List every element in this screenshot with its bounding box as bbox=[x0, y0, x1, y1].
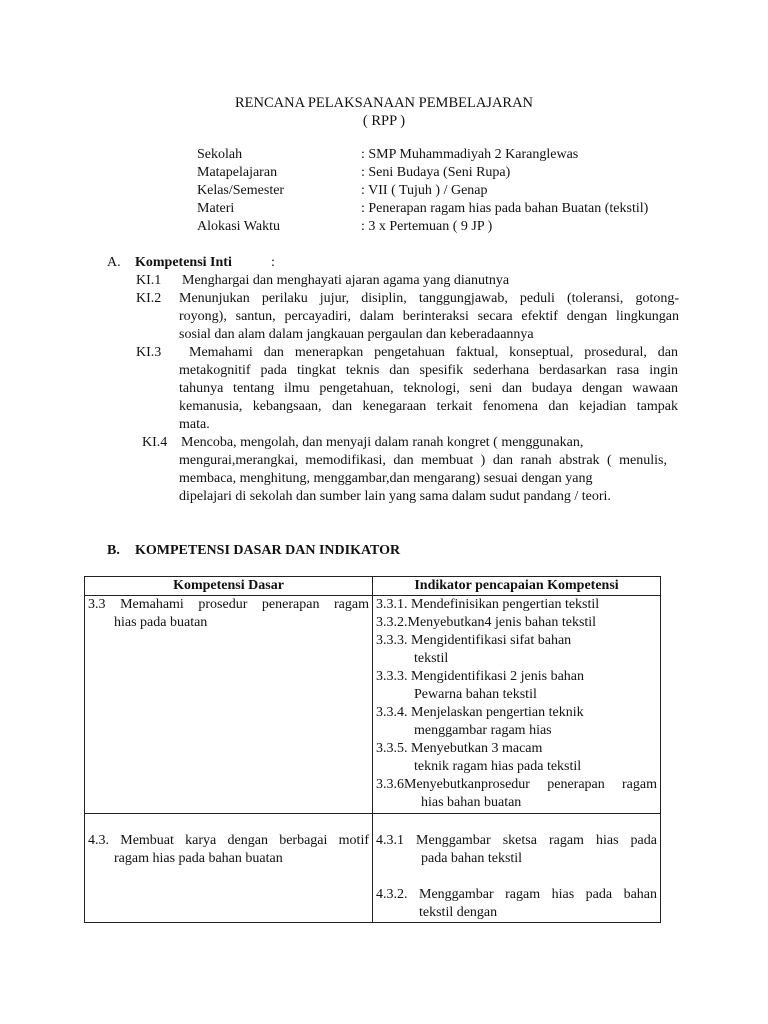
indicator-line: teknik ragam hias pada tekstil bbox=[414, 759, 582, 774]
identity-label-alokasi: Alokasi Waktu bbox=[197, 219, 280, 234]
table-header-indicator: Indikator pencapaian Kompetensi bbox=[373, 577, 661, 596]
indicator-line: hias bahan buatan bbox=[421, 795, 522, 810]
section-a-title: Kompetensi Inti bbox=[135, 255, 232, 270]
ki2-line: Menunjukan perilaku jujur, disiplin, tanggungjawab, peduli (toleransi, gotong- bbox=[179, 291, 679, 306]
ki2-line: royong), santun, percayadiri, dalam berinteraksi secara efektif dengan lingkungan bbox=[179, 309, 679, 324]
ki4-code: KI.4 bbox=[142, 435, 168, 450]
ki3-line: metakognitif pada tingkat teknis dan spesifik sederhana berdasarkan rasa ingin bbox=[179, 363, 678, 378]
ki1-text: Menghargai dan menghayati ajaran agama yang dianutnya bbox=[182, 273, 510, 288]
document-title: RENCANA PELAKSANAAN PEMBELAJARAN bbox=[234, 95, 534, 111]
ki2-line: sosial dan alam dalam jangkauan pergaulan dan keberadaannya bbox=[179, 327, 534, 342]
identity-value-materi: : Penerapan ragam hias pada bahan Buatan (tekstil) bbox=[361, 201, 649, 216]
ki4-line: Mencoba, mengolah, dan menyaji dalam ranah kongret ( menggunakan, bbox=[181, 435, 584, 450]
identity-label-sekolah: Sekolah bbox=[197, 147, 243, 162]
identity-value-sekolah: : SMP Muhammadiyah 2 Karanglewas bbox=[361, 147, 579, 162]
indicator-cell bbox=[373, 596, 661, 814]
indicator-cell bbox=[373, 814, 661, 923]
identity-label-materi: Materi bbox=[197, 201, 235, 216]
kd-text-line: ragam hias pada bahan buatan bbox=[114, 851, 283, 866]
indicator-line: 3.3.1. Mendefinisikan pengertian tekstil bbox=[376, 597, 600, 612]
indicator-line: pada bahan tekstil bbox=[421, 851, 523, 866]
indicator-line: 3.3.5. Menyebutkan 3 macam bbox=[376, 741, 543, 756]
table-row bbox=[85, 596, 661, 814]
kd-text-line: hias pada buatan bbox=[114, 615, 208, 630]
ki3-line: kemanusia, kebangsaan, dan kenegaraan terkait fenomena dan kejadian tampak bbox=[179, 399, 678, 414]
indicator-line: tekstil dengan bbox=[419, 905, 498, 920]
table-header-row bbox=[85, 577, 661, 596]
table-header-kd: Kompetensi Dasar bbox=[85, 577, 373, 596]
table-row bbox=[85, 814, 661, 923]
ki3-line: mata. bbox=[179, 417, 210, 432]
ki3-line: Memahami dan menerapkan pengetahuan faktual, konseptual, prosedural, dan bbox=[189, 345, 678, 360]
ki3-code: KI.3 bbox=[136, 345, 162, 360]
section-b-letter: B. bbox=[107, 543, 120, 558]
section-a-colon: : bbox=[271, 255, 275, 270]
indicator-line: 3.3.6Menyebutkanprosedur penerapan ragam bbox=[376, 777, 657, 792]
identity-label-matapelajaran: Matapelajaran bbox=[197, 165, 278, 180]
identity-value-kelas: : VII ( Tujuh ) / Genap bbox=[361, 183, 488, 198]
kd-cell bbox=[85, 814, 373, 923]
section-b-title: KOMPETENSI DASAR DAN INDIKATOR bbox=[135, 543, 401, 558]
indicator-line: 4.3.2. Menggambar ragam hias pada bahan bbox=[376, 887, 657, 902]
indicator-line: tekstil bbox=[414, 651, 449, 666]
ki3-line: tahunya tentang ilmu pengetahuan, teknologi, seni dan budaya dengan wawaan bbox=[179, 381, 678, 396]
kd-text-line: 4.3. Membuat karya dengan berbagai motif bbox=[88, 833, 369, 848]
identity-value-matapelajaran: : Seni Budaya (Seni Rupa) bbox=[361, 165, 511, 180]
ki4-line: membaca, menghitung, menggambar,dan mengarang) sesuai dengan yang bbox=[179, 471, 593, 486]
indicator-line: 3.3.4. Menjelaskan pengertian teknik bbox=[376, 705, 584, 720]
indicator-line: 3.3.3. Mengidentifikasi 2 jenis bahan bbox=[376, 669, 585, 684]
competency-table bbox=[84, 576, 661, 923]
indicator-line: menggambar ragam hias bbox=[414, 723, 552, 738]
indicator-line: 3.3.3. Mengidentifikasi sifat bahan bbox=[376, 633, 572, 648]
indicator-line: 4.3.1 Menggambar sketsa ragam hias pada bbox=[376, 833, 657, 848]
ki1-code: KI.1 bbox=[136, 273, 162, 288]
kd-text-line: 3.3 Memahami prosedur penerapan ragam bbox=[88, 597, 369, 612]
ki4-line: dipelajari di sekolah dan sumber lain yang sama dalam sudut pandang / teori. bbox=[179, 489, 611, 504]
document-subtitle: ( RPP ) bbox=[362, 113, 406, 129]
indicator-line: 3.3.2.Menyebutkan4 jenis bahan tekstil bbox=[376, 615, 597, 630]
identity-value-alokasi: : 3 x Pertemuan ( 9 JP ) bbox=[361, 219, 493, 234]
identity-label-kelas: Kelas/Semester bbox=[197, 183, 285, 198]
ki4-line: mengurai,merangkai, memodifikasi, dan membuat ) dan ranah abstrak ( menulis, bbox=[179, 453, 667, 468]
indicator-line: Pewarna bahan tekstil bbox=[414, 687, 537, 702]
ki2-code: KI.2 bbox=[136, 291, 162, 306]
kd-cell bbox=[85, 596, 373, 814]
section-a-letter: A. bbox=[107, 255, 121, 270]
